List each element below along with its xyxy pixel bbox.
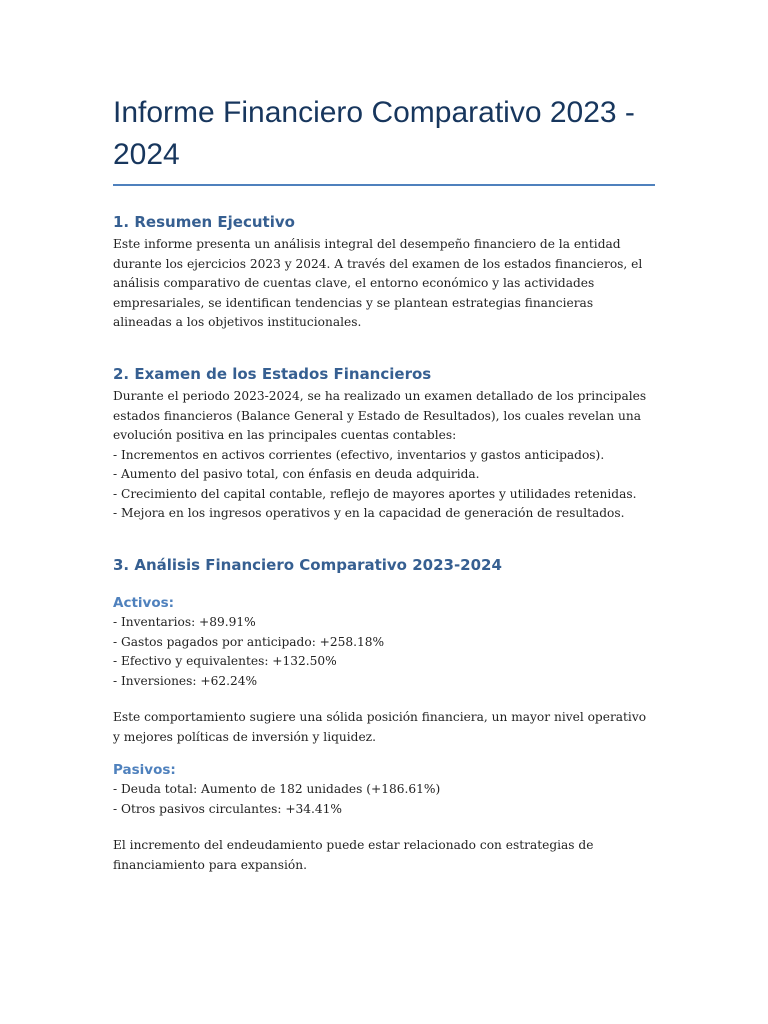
list-item: - Deuda total: Aumento de 182 unidades (+186.61%): [113, 782, 441, 796]
subsection-pasivos: [113, 760, 655, 875]
list-item: - Crecimiento del capital contable, reflejo de mayores aportes y utilidades retenidas.: [113, 486, 637, 501]
section-resumen-ejecutivo: [113, 212, 655, 333]
bullet-list: [113, 780, 655, 819]
list-item: - Otros pasivos circulantes: +34.41%: [113, 801, 343, 816]
section-analisis-comparativo: [113, 555, 655, 875]
section-paragraph: Durante el periodo 2023-2024, se ha realizado un examen detallado de los principales estados financieros (Balance General y Estado de Resultados), los cuales revelan una evolución positiva en las principales cuentas contables:: [113, 389, 647, 442]
list-item: - Efectivo y equivalentes: +132.50%: [113, 654, 337, 668]
list-item: - Mejora en los ingresos operativos y en la capacidad de generación de resultados.: [113, 506, 625, 520]
list-item: - Inversiones: +62.24%: [113, 673, 258, 688]
subsection-paragraph: El incremento del endeudamiento puede estar relacionado con estrategias de financiamiento para expansión.: [113, 838, 594, 872]
list-item: - Gastos pagados por anticipado: +258.18%: [113, 634, 385, 649]
section-heading: 3. Análisis Financiero Comparativo 2023-2024: [113, 556, 502, 574]
subsection-heading: Pasivos:: [113, 762, 176, 778]
subsection-activos: [113, 593, 655, 747]
document-title: Informe Financiero Comparativo 2023 - 2024: [113, 92, 655, 186]
section-examen-estados: [113, 364, 655, 524]
document-page: [113, 92, 655, 872]
section-heading: 2. Examen de los Estados Financieros: [113, 365, 432, 383]
subsection-heading: Activos:: [113, 595, 175, 611]
subsection-paragraph: Este comportamiento sugiere una sólida posición financiera, un mayor nivel operativo y mejores políticas de inversión y liquidez.: [113, 710, 647, 744]
bullet-list: [113, 446, 655, 524]
section-paragraph: Este informe presenta un análisis integral del desempeño financiero de la entidad durante los ejercicios 2023 y 2024. A través del examen de los estados financieros, el análisis comparativo de cuentas clave, el entorno económico y las actividades empresariales, se identifican tendencias y se plantean estrategias financieras alineadas a los objetivos institucionales.: [113, 237, 643, 329]
list-item: - Incrementos en activos corrientes (efectivo, inventarios y gastos anticipados).: [113, 447, 605, 462]
list-item: - Inventarios: +89.91%: [113, 615, 256, 629]
section-heading: 1. Resumen Ejecutivo: [113, 213, 295, 231]
list-item: - Aumento del pasivo total, con énfasis en deuda adquirida.: [113, 467, 480, 481]
bullet-list: [113, 613, 655, 691]
